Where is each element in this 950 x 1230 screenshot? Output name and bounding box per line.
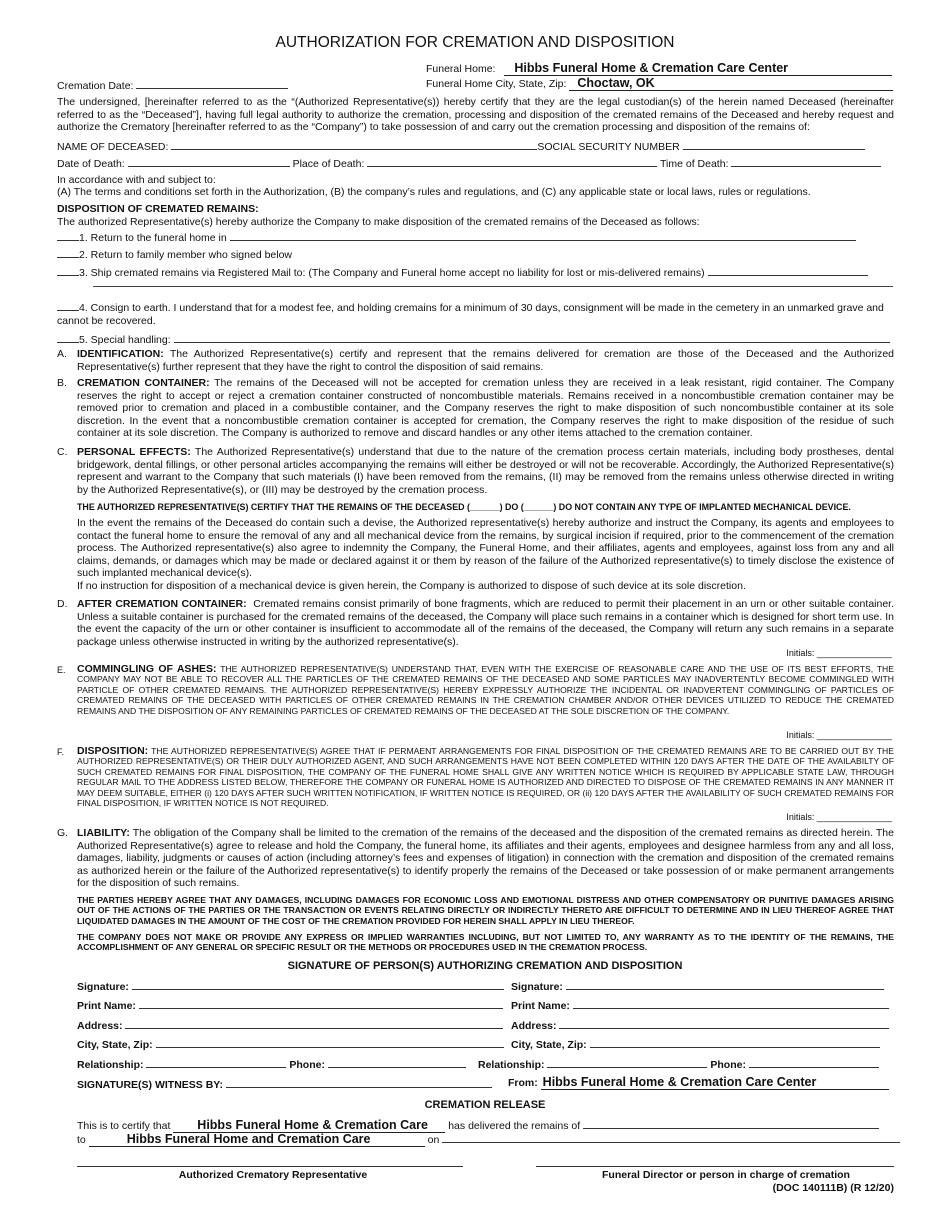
- section-d-letter: D.: [57, 598, 68, 610]
- on-field[interactable]: [442, 1131, 900, 1143]
- to-row: [77, 1131, 900, 1147]
- deceased-name-field[interactable]: [171, 138, 537, 150]
- address-label-1: Address:: [77, 1020, 123, 1032]
- certify-field[interactable]: Hibbs Funeral Home & Cremation Care: [173, 1118, 445, 1133]
- section-a-letter: A.: [57, 348, 67, 360]
- section-b-text: The remains of the Deceased will not be accepted for cremation unless they are received in a leak resistant, rigid container. The Company reserves the right to accept or reject a cremation container constructed of noncombustible materials. Remains received in a noncombustible cremation container may be removed prior to cremation and placed in a combustible container, and the Company reserves the right to make disposition of such noncombustible container at its sole discretion. In the event that a noncombustible cremation container is accepted for cremation, the Company reserves the right to make disposition of the residue of such container at its sole discretion. The Company is authorized to remove and discard handles or any other items attached to the cremation container.: [77, 377, 894, 440]
- disposition-heading: DISPOSITION OF CREMATED REMAINS:: [57, 203, 259, 215]
- section-e-letter: E.: [57, 665, 66, 675]
- from-label: From:: [508, 1077, 538, 1089]
- relationship-label-1: Relationship:: [77, 1059, 144, 1071]
- implant-certify: THE AUTHORIZED REPRESENTATIVE(S) CERTIFY THAT THE REMAINS OF THE DECEASED (______) DO (______) DO NOT CONTAIN ANY TYPE OF IMPLANTED MECHANICAL DEVICE.: [77, 502, 851, 512]
- initials-d[interactable]: Initials: _______________: [786, 648, 892, 658]
- section-g-title: LIABILITY:: [77, 827, 130, 839]
- option-5-check[interactable]: [57, 331, 79, 343]
- option-3-check[interactable]: [57, 264, 79, 276]
- section-a-title: IDENTIFICATION:: [77, 348, 164, 360]
- section-f-text: THE AUTHORIZED REPRESENTATIVE(S) AGREE THAT IF PERMAENT ARRANGEMENTS FOR FINAL DISPOSITION OF THE CREMATED REMAINS ARE TO BE CARRIED OUT BY THE AUTHORIZED REPRESENTATIVE(S) OR THEIR DULY AUTHORIZED AGENT, AND SUCH ARRANGEMENTS HAVE NOT BEEN COMPLETED WITHIN 120 DAYS AFTER THE DATE OF THE AVAILABILTY OF SUCH CREMATED REMAINS FOR FINAL DISPOSITION, THE COMPANY OF THE FUNERAL HOME SHALL GIVE ANY WRITTEN NOTICE WHICH IS REQUIRED BY APPLICABLE STATE LAW, THROUGH REGULAR MAIL TO THE ADDRESS LISTED BELOW, THEREFORE THE COMPANY OR FUNERAL HOME IS AUTHORIZED AND DIRECTED TO DISPOSE OF THE CREMATED REMAINS IN ANY MANNER IT MAY DEEM SUITABLE, EITHER (i) 120 DAYS AFTER SUCH WRITTEN NOTIFICATION, IF WRITTEN NOTICE IS REQUIRED, OR (ii) 120 DAYS AFTER THE AVAILABILITY OF SUCH CREMATED REMAINS FOR FINAL DISPOSITION, IF WRITTEN NOTICE IS NOT REQUIRED.: [77, 746, 894, 809]
- section-g-letter: G.: [57, 827, 69, 839]
- signature-row-2: [511, 978, 884, 993]
- option-1-check[interactable]: [57, 229, 79, 241]
- accordance-line1: In accordance with and subject to:: [57, 174, 216, 186]
- city-row-2: [511, 1036, 880, 1051]
- funeral-home-city-field[interactable]: Choctaw, OK: [569, 76, 893, 91]
- disposition-intro: The authorized Representative(s) hereby authorize the Company to make disposition of the cremated remains of the Deceased as follows:: [57, 216, 700, 228]
- place-of-death-label: Place of Death:: [292, 158, 365, 170]
- section-f-title: DISPOSITION:: [77, 745, 149, 757]
- section-c: [77, 446, 894, 496]
- section-d-title: AFTER CREMATION CONTAINER:: [77, 598, 247, 610]
- initials-f[interactable]: Initials: _______________: [786, 812, 892, 822]
- option-3-field[interactable]: [708, 264, 868, 276]
- signature-label-2: Signature:: [511, 981, 563, 993]
- option-1-row: [57, 229, 856, 244]
- funeral-home-row: [426, 61, 892, 76]
- cremation-date-label: Cremation Date:: [57, 80, 134, 92]
- address-field-1[interactable]: [125, 1017, 503, 1029]
- witness-label: SIGNATURE(S) WITNESS BY:: [77, 1079, 224, 1091]
- option-3-address-line[interactable]: [93, 286, 893, 287]
- city-label-2: City, State, Zip:: [511, 1039, 587, 1051]
- phone-label-1: Phone:: [289, 1059, 325, 1071]
- funeral-home-city-row: [426, 76, 893, 91]
- section-g: [77, 827, 894, 890]
- section-c-text2: In the event the remains of the Deceased do contain such a devise, the Authorized representative(s) hereby authorize and instruct the Company, its agents and employees to contact the funeral home to ensure the removal of any and all mechanical device from the remains, by surgical incision if required, prior to the commencement of the cremation process. The Authorized representative(s) also agree to indemnity the Company, the Funeral Home, and their affiliates, agents and employees, against loss from any and all claims, demands, or damages which may be made or declared against it or them by reason of the failure of the Authorized representative(s) to timely disclose the existence of such implanted mechanical device(s).: [77, 517, 894, 580]
- phone-field-1[interactable]: [328, 1056, 466, 1068]
- section-c-letter: C.: [57, 446, 68, 458]
- liquidated-damages-notice: THE PARTIES HEREBY AGREE THAT ANY DAMAGES, INCLUDING DAMAGES FOR ECONOMIC LOSS AND EMOTIONAL DISTRESS AND OTHER COMPENSATORY OR PUNITIVE DAMAGES ARISING OUT OF THE ACTIONS OF THE PARTIES OR THE TRANSACTION OR EVENTS RELATING DIRECTLY OR INDIRECTLY THERETO ARE DIFFICULT TO DETERMINE AND IN LIEU THEREOF AGREE THAT LIQUIDATED DAMAGES IN THE AMOUNT OF THE COST OF THE CREMATION PROVIDED FOR HEREIN SHALL APPLY IN LIEU THEREOF.: [77, 895, 894, 926]
- relationship-field-2[interactable]: [547, 1056, 707, 1068]
- section-d: [77, 598, 894, 648]
- relationship-label-2: Relationship:: [478, 1059, 545, 1071]
- to-field[interactable]: Hibbs Funeral Home and Cremation Care: [89, 1132, 425, 1147]
- address-row-1: [77, 1017, 503, 1032]
- crematory-rep-signature-line[interactable]: [77, 1166, 463, 1167]
- section-g-text: The obligation of the Company shall be limited to the cremation of the remains of the deceased and the disposition of the cremated remains as directed herein. The Authorized Representative(s) agree to release and hold the Company, the funeral home, its affiliates and their agents, employees and designee harmless from any and all loss, damages, liability, judgments or causes of action (including attorney’s fees and expenses of litigation) in connection with the cremation and disposition of the cremated remains as authorized herein or the failure of the Authorized representative(s) to identify properly the remains of the Deceased or take possession of or make permanent arrangements for the disposition of such remains.: [77, 827, 894, 890]
- certify-label: This is to certify that: [77, 1120, 171, 1132]
- place-of-death-field[interactable]: [367, 155, 657, 167]
- section-f: [77, 746, 894, 808]
- address-field-2[interactable]: [559, 1017, 889, 1029]
- cremation-release-heading: CREMATION RELEASE: [424, 1099, 546, 1111]
- funeral-home-label: Funeral Home:: [426, 63, 496, 75]
- option-4-row: [57, 299, 894, 327]
- section-a-text: The Authorized Representative(s) certify and represent that the remains delivered for cremation are those of the Deceased and the Authorized Representative(s) further represent that they have the right to control the disposition of said remains.: [77, 348, 894, 373]
- accordance-line2: (A) The terms and conditions set forth in the Authorization, (B) the company’s rules and regulations, and (C) any applicable state or local laws, rules or regulations.: [57, 186, 811, 198]
- funeral-home-field[interactable]: Hibbs Funeral Home & Cremation Care Center: [504, 61, 892, 76]
- warranty-disclaimer: THE COMPANY DOES NOT MAKE OR PROVIDE ANY EXPRESS OR IMPLIED WARRANTIES INCLUDING, BUT NOT LIMITED TO, ANY WARRANTY AS TO THE IDENTITY OF THE REMAINS, THE ACCOMPLISHMENT OF ANY GENERAL OR SPECIFIC RESULT OR THE METHODS OR PROCEDURES USED IN THE CREMATION PROCESS.: [77, 932, 894, 953]
- section-b-letter: B.: [57, 377, 67, 389]
- signature-heading: SIGNATURE OF PERSON(S) AUTHORIZING CREMATION AND DISPOSITION: [287, 960, 683, 972]
- relationship-field-1[interactable]: [146, 1056, 286, 1068]
- print-name-field-2[interactable]: [573, 997, 889, 1009]
- date-of-death-label: Date of Death:: [57, 158, 125, 170]
- signature-field-1[interactable]: [132, 978, 504, 990]
- section-e-text: THE AUTHORIZED REPRESENTATIVE(S) UNDERSTAND THAT, EVEN WITH THE EXERCISE OF REASONABLE CARE AND THE USE OF ITS BEST EFFORTS, THE COMPANY MAY NOT BE ABLE TO RECOVER ALL THE PARTICLES OF THE CREMATED REMAINS OF THE DECEASED AND SOME PARTICLES MAY INADVERTENTLY BECOME COMMINGLED WITH PARTICLE OF OTHER CREMATED REMAINS. THE AUTHORIZED REPRESENTATIVE(S) HEREBY EXPRESSLY AUTHORIZE THE INCIDENTAL OR INADVERTENT COMMINGLING OF PARTICLES OF CREMATED REMAINS OF THE DECEASED WITH PARTICLES OF OTHER CREMATED REMAINS IN THE CREMATION CHAMBER AND/OR OTHER DEVICES UTILIZED TO REDUCE THE CREMATED REMAINS AND THE DISPOSITION OF ANY REMAINING PARTICLES OF CREMATED REMAINS OF THE DECEASED AT THE SOLE DISCRETION OF THE COMPANY.: [77, 664, 894, 716]
- option-2-row: [57, 246, 292, 261]
- page-title: AUTHORIZATION FOR CREMATION AND DISPOSITION: [275, 34, 675, 51]
- witness-row: [77, 1076, 492, 1091]
- phone-label-2: Phone:: [710, 1059, 746, 1071]
- section-b-title: CREMATION CONTAINER:: [77, 377, 210, 389]
- date-of-death-field[interactable]: [128, 155, 290, 167]
- document-code: (DOC 140111B) (R 12/20): [772, 1182, 894, 1194]
- option-5-label: 5. Special handling:: [79, 334, 171, 346]
- relationship-row-1: [77, 1056, 466, 1071]
- section-f-letter: F.: [57, 747, 65, 757]
- ssn-field[interactable]: [683, 138, 865, 150]
- delivered-label: has delivered the remains of: [448, 1120, 581, 1132]
- from-row: [508, 1075, 889, 1090]
- address-label-2: Address:: [511, 1020, 557, 1032]
- section-c-title: PERSONAL EFFECTS:: [77, 446, 191, 458]
- cremation-date-row: [57, 77, 288, 92]
- section-b: [77, 377, 894, 440]
- section-c-text: The Authorized Representative(s) understand that due to the nature of the cremation process certain materials, including body prostheses, dental bridgework, dental fillings, or other personal articles accompanying the remains will either be destroyed or will not be recoverable. Accordingly, the Authorized Representative(s) represent and warrant to the Company that such materials (I) have been removed from the remains, (II) may be removed from the remains unless otherwise directed in writing by the Authorized Representative(s), or (III) may be destroyed by the cremation process.: [77, 446, 895, 496]
- section-e: [77, 664, 894, 716]
- option-5-field[interactable]: [174, 331, 890, 343]
- signature-row-1: [77, 978, 504, 993]
- option-3-row: [57, 264, 868, 279]
- option-2-check[interactable]: [57, 246, 79, 258]
- signature-label-1: Signature:: [77, 981, 129, 993]
- funeral-director-label: Funeral Director or person in charge of cremation: [602, 1169, 850, 1181]
- section-c-text3: If no instruction for disposition of a mechanical device is given herein, the Company is authorized to dispose of such device at its sole discretion.: [77, 580, 746, 592]
- cremation-date-field[interactable]: [136, 77, 288, 89]
- option-1-label: 1. Return to the funeral home in: [79, 232, 227, 244]
- on-label: on: [427, 1134, 440, 1146]
- city-field-1[interactable]: [156, 1036, 504, 1048]
- option-4-label: 4. Consign to earth. I understand that for a modest fee, and holding cremains for a minimum of 30 days, consignment will be made in the cemetery in an unmarked grave and cannot be recovered.: [57, 302, 884, 327]
- crematory-rep-label: Authorized Crematory Representative: [178, 1169, 368, 1181]
- initials-e[interactable]: Initials: _______________: [786, 730, 892, 740]
- option-5-row: [57, 331, 890, 346]
- funeral-director-signature-line[interactable]: [536, 1166, 894, 1167]
- option-3-label: 3. Ship cremated remains via Registered Mail to: (The Company and Funeral home accept no liability for lost or mis-delivered remains): [79, 267, 705, 279]
- death-details-row: [57, 155, 881, 170]
- section-a: [77, 348, 894, 373]
- time-of-death-label: Time of Death:: [660, 158, 729, 170]
- address-row-2: [511, 1017, 889, 1032]
- from-field[interactable]: Hibbs Funeral Home & Cremation Care Center: [541, 1075, 889, 1090]
- option-2-label: 2. Return to family member who signed below: [79, 249, 293, 261]
- to-label: to: [77, 1134, 86, 1146]
- city-field-2[interactable]: [590, 1036, 880, 1048]
- deceased-name-label: NAME OF DECEASED:: [57, 141, 169, 153]
- deceased-name-row: [57, 138, 865, 153]
- phone-field-2[interactable]: [749, 1056, 879, 1068]
- option-4-check[interactable]: [57, 299, 79, 311]
- ssn-label: SOCIAL SECURITY NUMBER: [537, 141, 680, 153]
- city-label-1: City, State, Zip:: [77, 1039, 153, 1051]
- intro-paragraph: The undersigned, [hereinafter referred to as the “(Authorized Representative(s)) hereby certify that they are the legal custodian(s) of the herein named Deceased (hereinafter referred to as the “Deceased”], having full legal authority to authorize the cremation, processing and disposition of the cremated remains of the Deceased and hereby request and authorize the Crematory [hereinafter referred to as the “Company”) to take possession of and carry out the cremation processing and disposition of the remains of:: [57, 96, 894, 134]
- section-d-text: Cremated remains consist primarily of bone fragments, which are reduced to permit their placement in an urn or other suitable container. Unless a suitable container is purchased for the cremated remains of the deceased, the Company will place such remains in a container which is designed for short term use. In the event the capacity of the urn or other container is insufficient to accommodate all of the remains of the deceased, the Company will return any such remains in a separate package unless otherwise instructed in writing by the authorized representative(s).: [77, 598, 894, 648]
- witness-field[interactable]: [226, 1076, 492, 1088]
- time-of-death-field[interactable]: [731, 155, 881, 167]
- print-name-label-2: Print Name:: [511, 1000, 570, 1012]
- relationship-row-2: [478, 1056, 879, 1071]
- print-name-field-1[interactable]: [139, 997, 503, 1009]
- print-name-row-2: [511, 997, 889, 1012]
- print-name-label-1: Print Name:: [77, 1000, 136, 1012]
- section-e-title: COMMINGLING OF ASHES:: [77, 663, 217, 675]
- city-row-1: [77, 1036, 504, 1051]
- print-name-row-1: [77, 997, 503, 1012]
- funeral-home-city-label: Funeral Home City, State, Zip:: [426, 78, 567, 90]
- signature-field-2[interactable]: [566, 978, 884, 990]
- option-1-field[interactable]: [230, 229, 856, 241]
- delivered-field[interactable]: [583, 1117, 879, 1129]
